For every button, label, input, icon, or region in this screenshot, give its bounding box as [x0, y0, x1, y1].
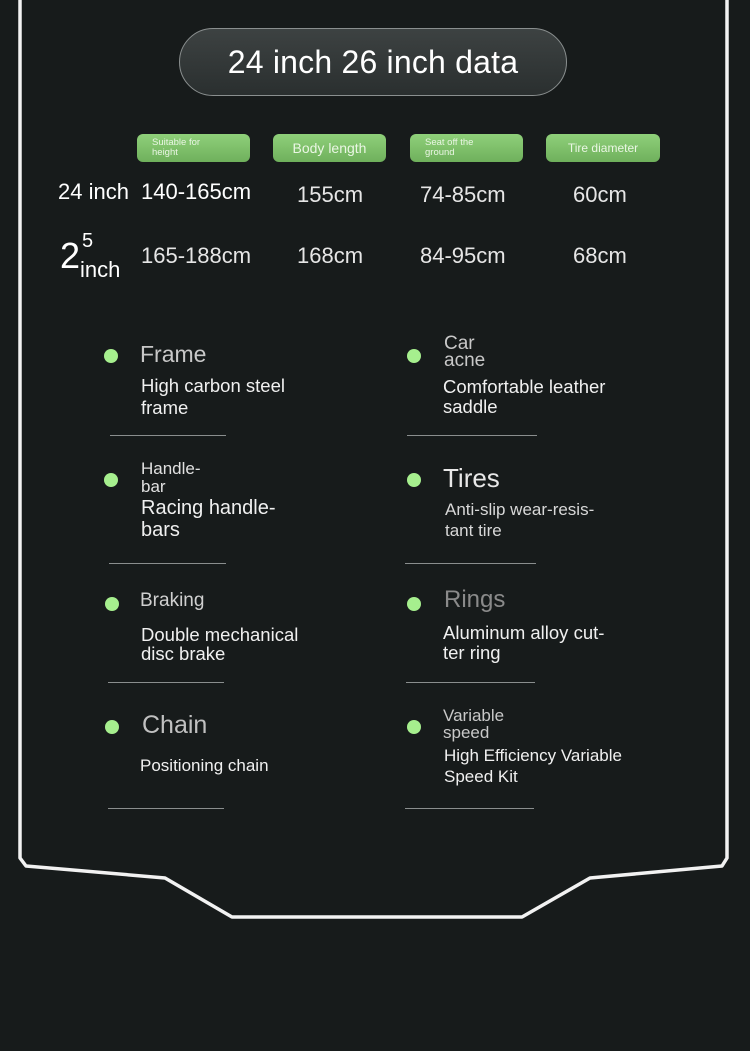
row-26-label-unit: inch	[80, 257, 121, 282]
row-24-body: 155cm	[297, 182, 364, 207]
header-tire-text: Tire diameter	[567, 141, 639, 155]
row-24-label: 24 inch	[58, 179, 129, 204]
handlebar-bullet-icon	[104, 473, 118, 487]
row-26-height: 165-188cm	[141, 243, 252, 268]
rings-bullet-icon	[407, 597, 421, 611]
header-height	[137, 134, 250, 162]
frame-desc-line2: frame	[141, 397, 189, 418]
row-26-label	[60, 230, 140, 286]
tires-desc-line1: Anti-slip wear-resis-	[445, 500, 595, 519]
handlebar-title-line2: bar	[141, 477, 166, 496]
frame-bullet-icon	[104, 349, 118, 363]
row-24-height: 140-165cm	[141, 179, 252, 204]
row-26-seat: 84-95cm	[420, 243, 506, 268]
speed-title-line2: speed	[443, 723, 490, 742]
handlebar-title-line1: Handle-	[141, 459, 201, 478]
chain-title: Chain	[142, 711, 208, 739]
header-height-line2: height	[152, 147, 178, 158]
header-height-line1: Suitable for	[152, 137, 201, 148]
tires-bullet-icon	[407, 473, 421, 487]
braking-desc-line2: disc brake	[141, 643, 226, 664]
row-26-label-digit: 2	[60, 235, 81, 276]
saddle-divider	[407, 435, 537, 436]
row-24-seat: 74-85cm	[420, 182, 506, 207]
header-seat-line1: Seat off the	[425, 137, 474, 148]
rings-desc-line1: Aluminum alloy cut-	[443, 622, 605, 643]
tires-divider	[405, 563, 536, 564]
row-26-body: 168cm	[297, 243, 364, 268]
header-body-length	[273, 134, 386, 162]
saddle-title-line2: acne	[444, 350, 486, 371]
header-body-length-text: Body length	[292, 140, 367, 156]
frame-desc-line1: High carbon steel	[141, 375, 285, 396]
page-title-text: 24 inch 26 inch data	[227, 43, 519, 80]
header-seat	[410, 134, 523, 162]
speed-bullet-icon	[407, 720, 421, 734]
tires-title: Tires	[443, 463, 500, 493]
saddle-desc-line2: saddle	[443, 396, 498, 417]
chain-desc-line1: Positioning chain	[140, 756, 269, 775]
frame-divider	[110, 435, 226, 436]
speed-desc-line2: Speed Kit	[444, 767, 518, 786]
braking-desc-line1: Double mechanical	[141, 624, 299, 645]
rings-desc-line2: ter ring	[443, 642, 501, 663]
braking-divider	[108, 682, 224, 683]
rings-divider	[406, 682, 535, 683]
braking-bullet-icon	[105, 597, 119, 611]
handlebar-desc-line1: Racing handle-	[141, 497, 276, 519]
page-title	[179, 28, 567, 96]
chain-divider	[108, 808, 224, 809]
speed-title-line1: Variable	[443, 706, 505, 725]
braking-title: Braking	[140, 590, 205, 611]
saddle-bullet-icon	[407, 349, 421, 363]
row-24-tire: 60cm	[573, 182, 627, 207]
handlebar-desc-line2: bars	[141, 519, 180, 541]
speed-desc-line1: High Efficiency Variable	[444, 746, 622, 765]
frame-title: Frame	[140, 341, 207, 367]
handlebar-divider	[109, 563, 226, 564]
header-seat-line2: ground	[425, 147, 455, 158]
row-26-tire: 68cm	[573, 243, 627, 268]
tires-desc-line2: tant tire	[445, 521, 502, 540]
speed-divider	[405, 808, 534, 809]
chain-bullet-icon	[105, 720, 119, 734]
saddle-desc-line1: Comfortable leather	[443, 376, 606, 397]
saddle-title-line1: Car	[444, 333, 475, 354]
header-tire	[546, 134, 660, 162]
row-26-label-sup: 5	[82, 230, 94, 252]
rings-title: Rings	[444, 586, 506, 613]
